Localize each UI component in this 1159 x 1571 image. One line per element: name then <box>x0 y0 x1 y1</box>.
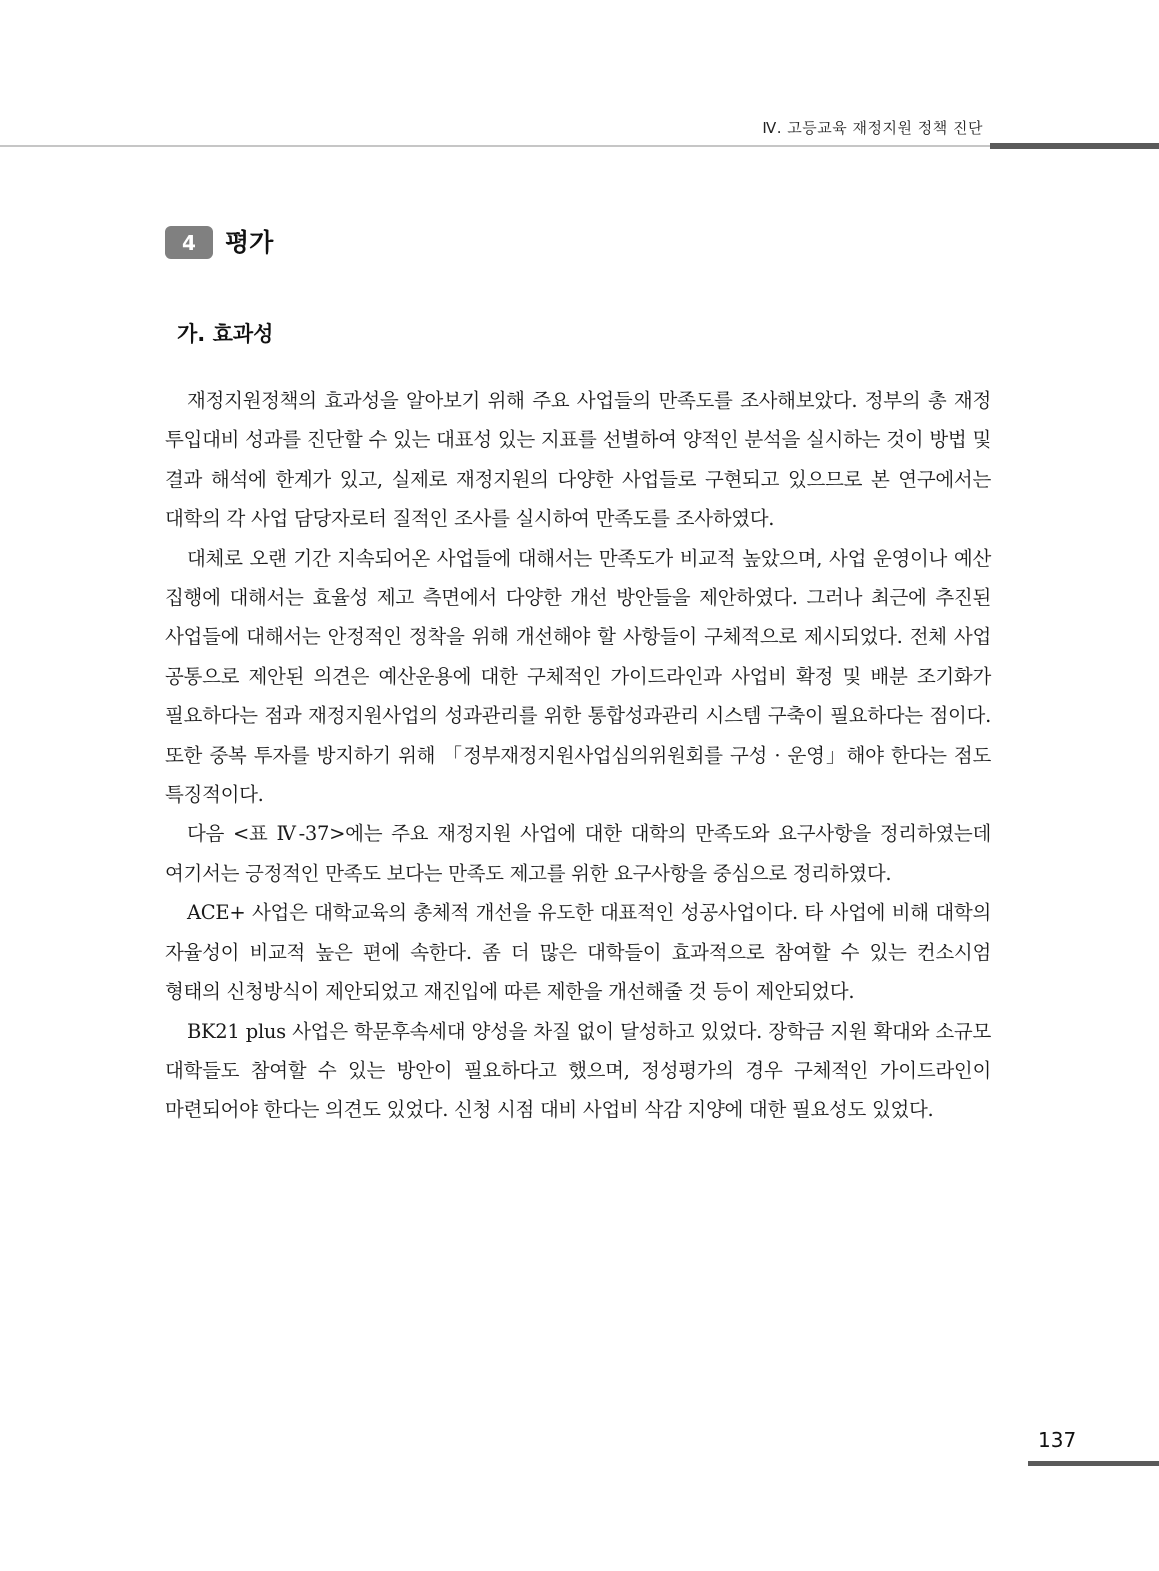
paragraph: 대체로 오랜 기간 지속되어온 사업들에 대해서는 만족도가 비교적 높았으며, 사업 운영이나 예산 집행에 대해서는 효율성 제고 측면에서 다양한 개선 방안들을 제안하였다. 그러나 최근에 추진된 사업들에 대해서는 안정적인 정착을 위해 개선해야 할 사항들이 구체적으로 제시되었다. 전체 사업 공통으로 제안된 의견은 예산운용에 대한 구체적인 가이드라인과 사업비 확정 및 배분 조기화가 필요하다는 점과 재정지원사업의 성과관리를 위한 통합성과관리 시스템 구축이 필요하다는 점이다. 또한 중복 투자를 방지하기 위해 「정부재정지원사업심의위원회를 구성 · 운영」해야 한다는 점도 특징적이다. <box>165 546 991 807</box>
page-number: 137 <box>1038 1428 1077 1452</box>
section-number-badge: 4 <box>165 226 213 259</box>
section-heading <box>165 226 273 259</box>
footer-rule <box>1028 1461 1159 1466</box>
body-text <box>165 381 991 1130</box>
paragraph: 다음 <표 Ⅳ-37>에는 주요 재정지원 사업에 대한 대학의 만족도와 요구사항을 정리하였는데 여기서는 긍정적인 만족도 보다는 만족도 제고를 위한 요구사항을 중심으로 정리하였다. <box>165 822 991 885</box>
header-rule <box>0 145 990 147</box>
section-title: 평가 <box>225 228 274 257</box>
paragraph: 재정지원정책의 효과성을 알아보기 위해 주요 사업들의 만족도를 조사해보았다. 정부의 총 재정 투입대비 성과를 진단할 수 있는 대표성 있는 지표를 선별하여 양적인 분석을 실시하는 것이 방법 및 결과 해석에 한계가 있고, 실제로 재정지원의 다양한 사업들로 구현되고 있으므로 본 연구에서는 대학의 각 사업 담당자로터 질적인 조사를 실시하여 만족도를 조사하였다. <box>165 389 991 531</box>
subsection-title: 가. 효과성 <box>177 322 274 346</box>
running-header: Ⅳ. 고등교육 재정지원 정책 진단 <box>762 119 983 137</box>
header-rule-accent <box>990 143 1159 149</box>
paragraph: ACE+ 사업은 대학교육의 총체적 개선을 유도한 대표적인 성공사업이다. 타 사업에 비해 대학의 자율성이 비교적 높은 편에 속한다. 좀 더 많은 대학들이 효과적으로 참여할 수 있는 컨소시엄 형태의 신청방식이 제안되었고 재진입에 따른 제한을 개선해줄 것 등이 제안되었다. <box>165 901 991 1004</box>
paragraph: BK21 plus 사업은 학문후속세대 양성을 차질 없이 달성하고 있었다. 장학금 지원 확대와 소규모 대학들도 참여할 수 있는 방안이 필요하다고 했으며, 정성평가의 경우 구체적인 가이드라인이 마련되어야 한다는 의견도 있었다. 신청 시점 대비 사업비 삭감 지양에 대한 필요성도 있었다. <box>165 1019 991 1122</box>
